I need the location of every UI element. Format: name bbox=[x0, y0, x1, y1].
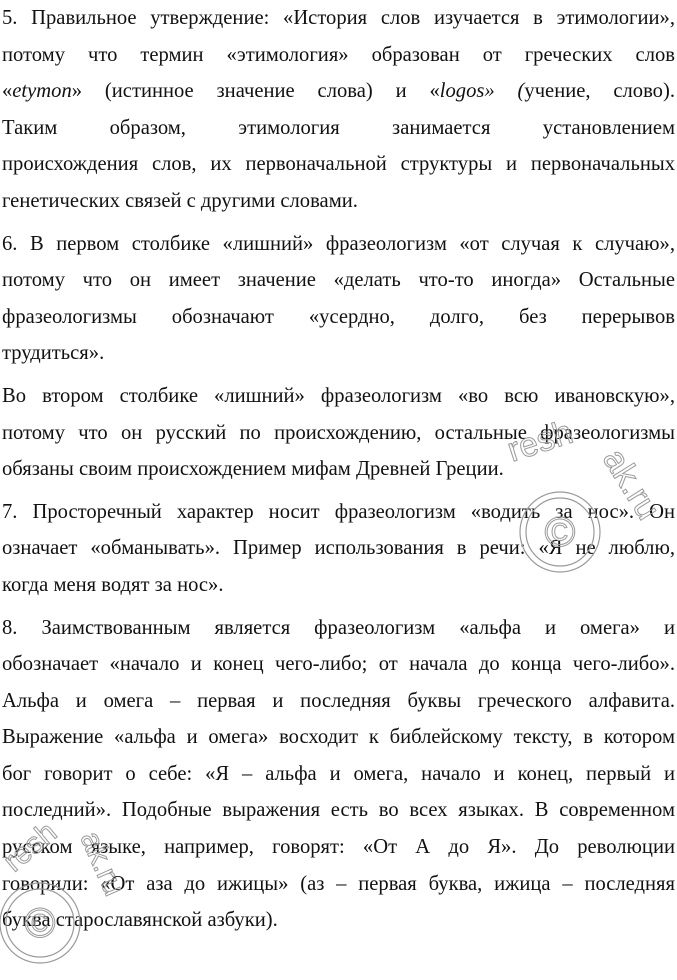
text-line: потому что он русский по происхождению, остальные фразеологизмы bbox=[2, 421, 675, 444]
text-line: фразеологизмы обозначают «усердно, долго, без перерывов bbox=[2, 305, 675, 328]
answer-7-paragraph bbox=[2, 494, 675, 604]
text-line: бог говорит о себе: «Я – альфа и омега, начало и конец, первый и bbox=[2, 762, 675, 785]
text-line: потому что он имеет значение «делать что-то иногда» Остальные bbox=[2, 269, 675, 292]
text-line: 7. Просторечный характер носит фразеологизм «водить за нос». Он bbox=[2, 500, 675, 523]
text-line: Таким образом, этимология занимается установлением bbox=[2, 116, 675, 139]
text-line: потому что термин «этимология» образован от греческих слов bbox=[2, 43, 675, 66]
italic-term-logos: logos» ( bbox=[439, 80, 525, 103]
answer-6-continued-paragraph bbox=[2, 378, 675, 488]
text-line: русском языке, например, говорят: «От А до Я». До революции bbox=[2, 836, 675, 859]
text-line: 5. Правильное утверждение: «История слов изучается в этимологии», bbox=[2, 7, 675, 29]
text-line-with-italic-terms: «etymon» (истинное значение слова) и «logos» (учение, слово). bbox=[2, 80, 675, 103]
text-line: обязаны своим происхождением мифам Древней Греции. bbox=[2, 458, 504, 481]
text-line: Во втором столбике «лишний» фразеологизм «во всю ивановскую», bbox=[2, 384, 675, 407]
text-line: происхождения слов, их первоначальной структуры и первоначальных bbox=[2, 153, 675, 176]
answer-8-paragraph bbox=[2, 610, 675, 939]
text-line: буква старославянской азбуки). bbox=[2, 909, 278, 932]
italic-term-etymon: etymon bbox=[12, 80, 72, 103]
text-line: когда меня водят за нос». bbox=[2, 573, 224, 596]
text-line: 8. Заимствованным является фразеологизм «альфа и омега» и bbox=[2, 616, 675, 639]
text-line: 6. В первом столбике «лишний» фразеологизм «от случая к случаю», bbox=[2, 232, 675, 255]
text-line: трудиться». bbox=[2, 342, 105, 365]
answer-5-paragraph bbox=[2, 0, 675, 220]
text-line: обозначает «начало и конец чего-либо; от начала до конца чего-либо». bbox=[2, 653, 675, 676]
text-line: генетических связей с другими словами. bbox=[2, 189, 358, 212]
text-line: Выражение «альфа и омега» восходит к библейскому тексту, в котором bbox=[2, 726, 675, 749]
text-line: Альфа и омега – первая и последняя буквы греческого алфавита. bbox=[2, 689, 675, 712]
text-line: последний». Подобные выражения есть во всех языках. В современном bbox=[2, 799, 675, 822]
text-line: говорили: «От аза до ижицы» (аз – первая буква, ижица – последняя bbox=[2, 872, 675, 895]
document-page bbox=[2, 0, 675, 945]
answer-6-paragraph bbox=[2, 226, 675, 372]
text-line: означает «обманывать». Пример использования в речи: «Я не люблю, bbox=[2, 537, 675, 560]
